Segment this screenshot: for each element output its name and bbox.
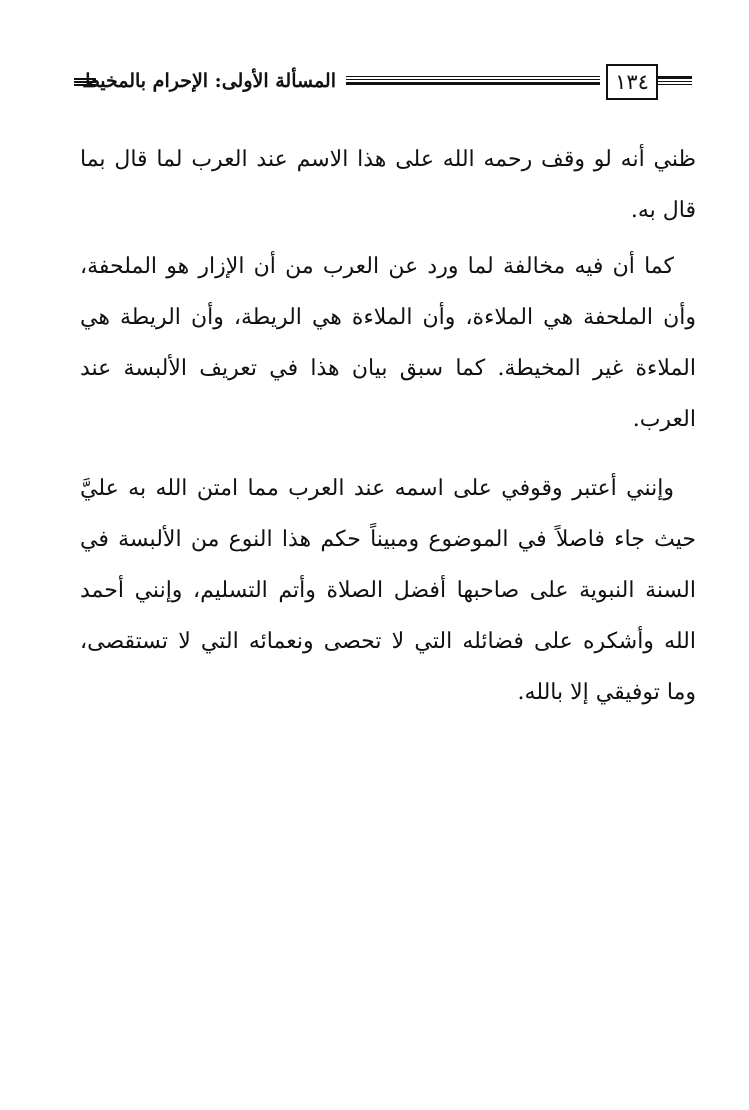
- running-header: [74, 64, 692, 102]
- body-text: [80, 134, 696, 718]
- header-rule-left: [74, 78, 96, 86]
- running-title: المسألة الأولى: الإحرام بالمخيط: [82, 70, 336, 92]
- header-rule-right: [656, 76, 692, 85]
- paragraph: وإنني أعتبر وقوفي على اسمه عند العرب مما امتن الله به عليَّ حيث جاء فاصلاً في الموضوع ومبيناً حكم هذا النوع من الألبسة في السنة النبوية على صاحبها أفضل الصلاة وأتم التسليم، وإنني أحمد الله وأشكره على فضائله التي لا تحصى ونعمائه التي لا تستقصى، وما توفيقي إلا بالله.: [80, 476, 696, 705]
- paragraph: ظني أنه لو وقف رحمه الله على هذا الاسم عند العرب لما قال بما قال به.: [80, 147, 696, 223]
- paragraph: كما أن فيه مخالفة لما ورد عن العرب من أن الإزار هو الملحفة، وأن الملحفة هي الملاءة، وأن الملاءة هي الريطة، وأن الريطة هي الملاءة غير المخيطة. كما سبق بيان هذا في تعريف الألبسة عند العرب.: [80, 254, 696, 432]
- header-rule-middle: [346, 76, 600, 85]
- page-number: ١٣٤: [606, 64, 658, 100]
